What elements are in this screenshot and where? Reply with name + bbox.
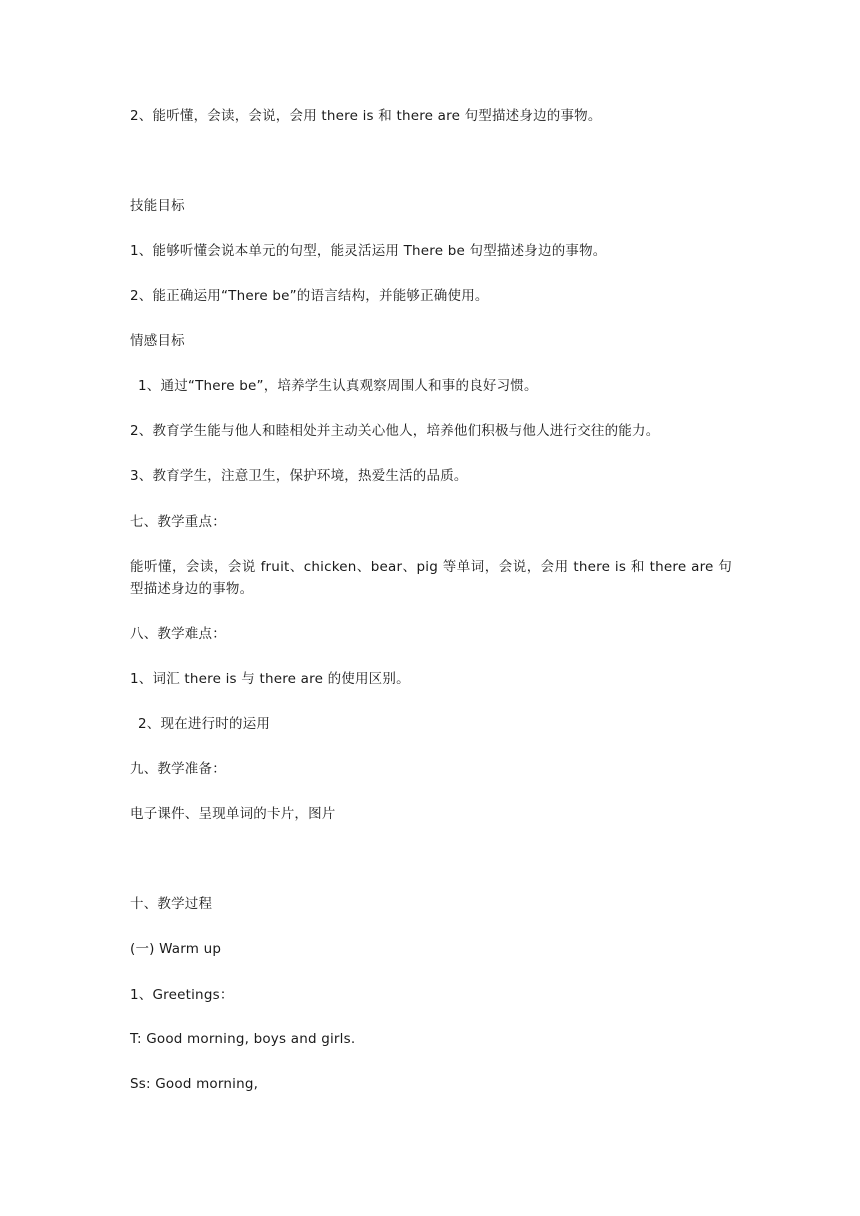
emotion-goal-3: 3、教育学生，注意卫生，保护环境，热爱生活的品质。 (130, 468, 468, 484)
skill-goal-1: 1、能够听懂会说本单元的句型，能灵活运用 There be 句型描述身边的事物。 (130, 243, 607, 259)
dialogue-students: Ss: Good morning, (130, 1076, 259, 1092)
section-heading-difficulties: 八、教学难点： (130, 626, 226, 642)
skill-goal-2: 2、能正确运用“There be”的语言结构，并能够正确使用。 (130, 288, 489, 304)
section-heading-skill-goals: 技能目标 (130, 198, 185, 214)
dialogue-teacher: T: Good morning, boys and girls. (130, 1031, 356, 1047)
section-heading-emotion-goals: 情感目标 (130, 333, 185, 349)
preparation-text: 电子课件、呈现单词的卡片，图片 (130, 806, 336, 822)
emotion-goal-1: 1、通过“There be”，培养学生认真观察周围人和事的良好习惯。 (138, 378, 538, 394)
objective-line: 2、能听懂，会读，会说，会用 there is 和 there are 句型描述身边的事物。 (130, 108, 602, 124)
process-greetings: 1、Greetings： (130, 987, 234, 1003)
section-heading-process: 十、教学过程 (130, 896, 213, 912)
section-heading-preparation: 九、教学准备： (130, 761, 226, 777)
key-points-text: 能听懂，会读，会说 fruit、chicken、bear、pig 等单词，会说，会用 there is 和 there are 句型描述身边的事物。 (130, 559, 732, 597)
emotion-goal-2: 2、教育学生能与他人和睦相处并主动关心他人，培养他们积极与他人进行交往的能力。 (130, 423, 660, 439)
section-heading-key-points: 七、教学重点： (130, 514, 226, 530)
difficulty-1: 1、词汇 there is 与 there are 的使用区别。 (130, 671, 410, 687)
process-warm-up: (一) Warm up (130, 941, 222, 957)
difficulty-2: 2、现在进行时的运用 (138, 716, 271, 732)
